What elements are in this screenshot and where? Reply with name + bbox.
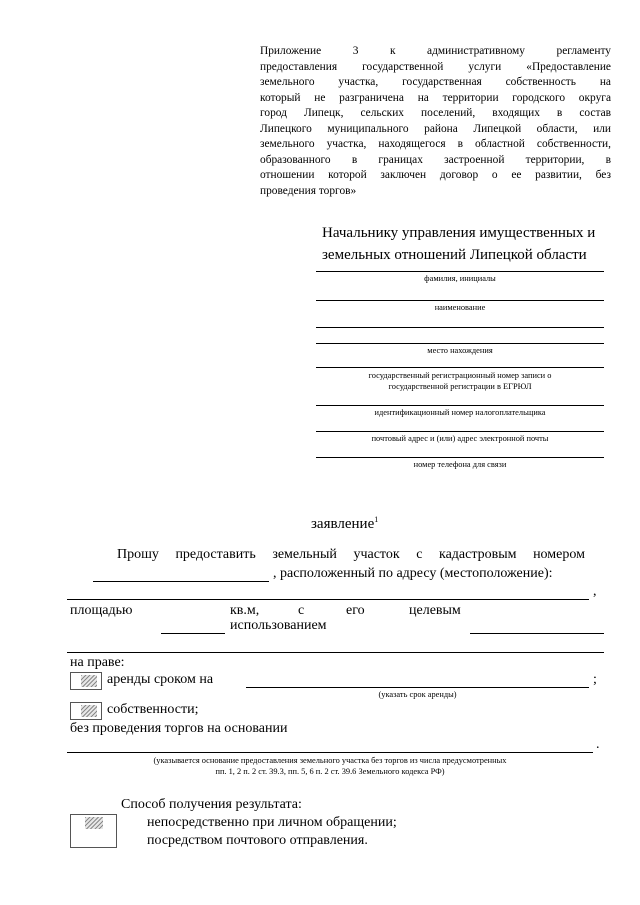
postal-delivery-checkbox[interactable]: [70, 831, 117, 848]
location-field-line2[interactable]: [316, 343, 604, 344]
request-word: с: [416, 547, 423, 562]
phone-field[interactable]: [316, 457, 604, 458]
basis-label: без проведения торгов на основании: [70, 721, 288, 736]
appendix-line: предоставления государственной услуги «Предоставление: [260, 60, 611, 73]
result-option-personal: непосредственно при личном обращении;: [147, 815, 397, 830]
appendix-line: земельного участка, находящегося в областной собственности,: [260, 138, 611, 150]
document-title: [311, 515, 378, 533]
title-text: заявление: [311, 516, 375, 532]
appendix-line: который не разграничена на территории городского округа: [260, 91, 611, 104]
checkbox-shading: [81, 705, 97, 717]
addressee-line: Начальнику управления имущественных и: [322, 225, 596, 241]
appendix-line: земельного участка, государственная собственность на: [260, 76, 611, 88]
basis-caption: [67, 755, 593, 777]
location-caption: место нахождения: [427, 346, 493, 355]
appendix-line: образованного в границах застроенной территории, в: [260, 153, 611, 166]
comma-mark: ,: [593, 584, 597, 599]
area-word: кв.м,: [230, 603, 260, 618]
inn-caption: идентификационный номер налогоплательщика: [374, 408, 546, 417]
checkbox-shading: [81, 675, 97, 687]
name-caption: наименование: [434, 303, 486, 312]
purpose-detail-field[interactable]: [67, 652, 604, 653]
location-field-line1[interactable]: [316, 327, 604, 328]
surname-field[interactable]: [316, 271, 604, 272]
phone-caption: номер телефона для связи: [413, 460, 507, 469]
footnote-mark: 1: [374, 515, 379, 524]
address-intro: , расположенный по адресу (местоположение):: [273, 566, 553, 581]
appendix-line: город Липецк, сельских поселений, входящих в состав: [260, 107, 611, 119]
address-field[interactable]: [316, 431, 604, 432]
ownership-label: собственности;: [107, 702, 199, 717]
reg-caption-line: государственной регистрации в ЕГРЮЛ: [388, 382, 532, 391]
surname-caption: фамилия, инициалы: [424, 274, 496, 283]
location-address-field[interactable]: [67, 599, 589, 600]
area-word: с: [298, 603, 305, 618]
lease-label: аренды сроком на: [107, 672, 214, 687]
inn-field[interactable]: [316, 405, 604, 406]
basis-field[interactable]: [67, 752, 593, 753]
request-word: Прошу: [117, 547, 159, 562]
result-heading: Способ получения результата:: [121, 797, 302, 812]
area-word: целевым: [409, 603, 461, 618]
request-word: земельный: [272, 547, 337, 562]
appendix-line: отношении которой заключен договор о ее развитии, без: [260, 169, 611, 181]
appendix-line: Приложение 3 к административному регламенту: [260, 45, 611, 57]
lease-term-field[interactable]: [246, 687, 589, 688]
semicolon-mark: ;: [593, 672, 597, 687]
address-caption: почтовый адрес и (или) адрес электронной почты: [371, 434, 549, 443]
request-line-1: [117, 547, 585, 563]
reg-number-field[interactable]: [316, 367, 604, 368]
reg-number-caption: [316, 370, 604, 392]
cadastral-number-field[interactable]: [93, 581, 269, 582]
area-word: его: [346, 603, 365, 618]
appendix-line: проведения торгов»: [260, 184, 357, 197]
reg-caption-line: государственный регистрационный номер записи о: [368, 371, 552, 380]
name-field[interactable]: [316, 300, 604, 301]
basis-caption-line: (указывается основание предоставления земельного участка без торгов из числа предусмотренных: [153, 756, 507, 765]
request-word: предоставить: [175, 547, 256, 562]
right-heading: на праве:: [70, 655, 125, 670]
request-word: участок: [353, 547, 400, 562]
usage-label: использованием: [230, 618, 327, 633]
basis-caption-line: пп. 1, 2 п. 2 ст. 39.3, пп. 5, 6 п. 2 ст. 39.6 Земельного кодекса РФ): [215, 767, 445, 776]
result-option-postal: посредством почтового отправления.: [147, 833, 368, 848]
usage-purpose-field[interactable]: [470, 633, 604, 634]
appendix-note: [260, 44, 611, 199]
appendix-line: Липецкого муниципального района Липецкой области, или: [260, 122, 611, 135]
addressee: [322, 222, 595, 266]
area-word: площадью: [70, 603, 133, 618]
request-word: номером: [533, 547, 585, 562]
lease-checkbox[interactable]: [70, 672, 102, 690]
result-options-box: [70, 814, 117, 848]
checkbox-shading: [85, 817, 103, 829]
period-mark: .: [596, 737, 600, 752]
ownership-checkbox[interactable]: [70, 702, 102, 720]
personal-pickup-checkbox[interactable]: [70, 814, 117, 832]
lease-term-caption: (указать срок аренды): [378, 690, 457, 699]
area-value-field[interactable]: [161, 633, 225, 634]
request-word: кадастровым: [438, 547, 517, 562]
addressee-line: земельных отношений Липецкой области: [322, 247, 587, 263]
